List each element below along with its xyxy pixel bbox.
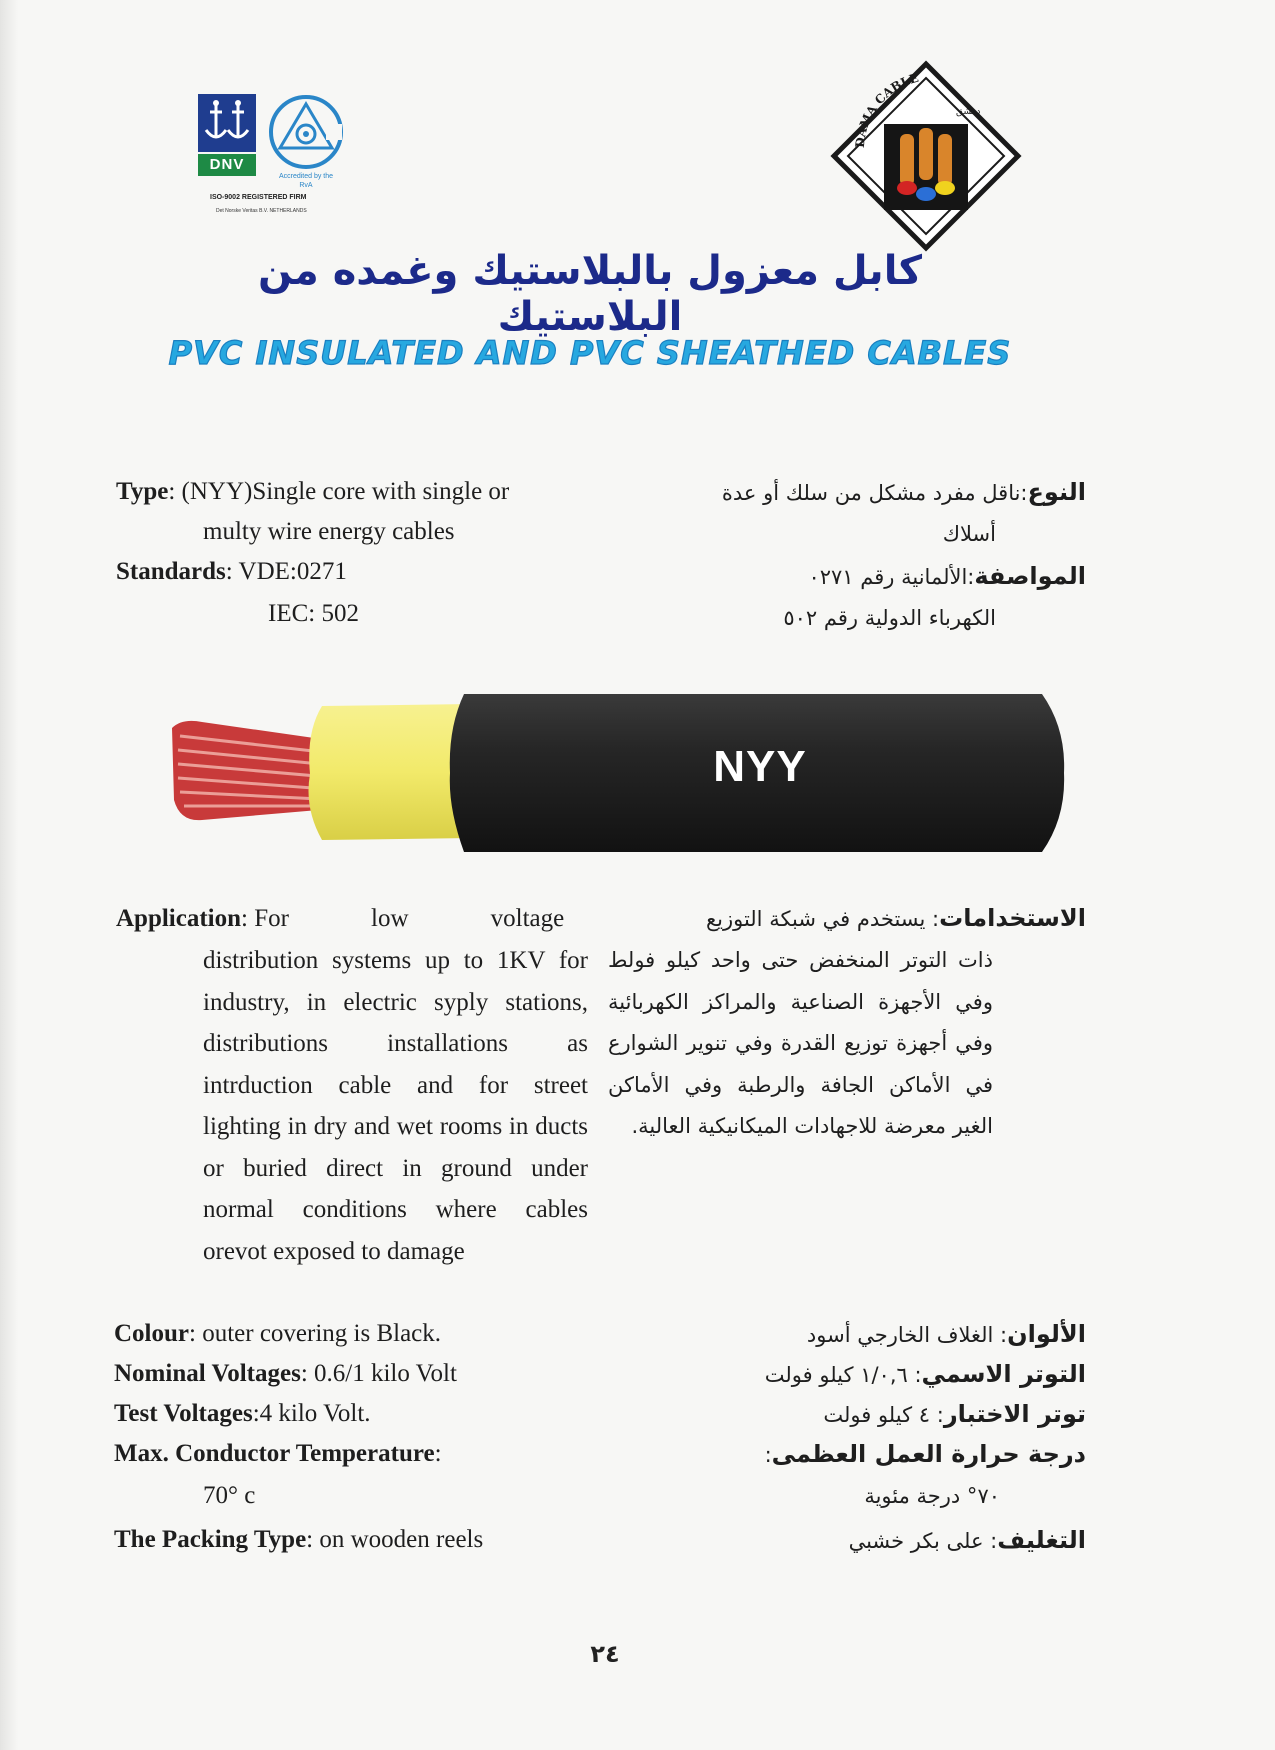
page-number: ٢٤: [590, 1640, 620, 1668]
ar-nominal-voltage-value: : ١/٠,٦ كيلو فولت: [764, 1363, 922, 1387]
ar-application-label: الاستخدامات: [939, 904, 1086, 932]
nominal-voltage-row: [114, 1354, 614, 1394]
max-temperature-colon: :: [434, 1440, 442, 1467]
max-temperature-label: Max. Conductor Temperature: [114, 1440, 435, 1467]
nominal-voltage-value: : 0.6/1 kilo Volt: [300, 1360, 457, 1387]
type-label: Type: [116, 478, 169, 505]
nominal-voltage-label: Nominal Voltages: [114, 1360, 301, 1387]
ar-max-temperature-row: [600, 1434, 1086, 1475]
ar-colour-label: الألوان: [1007, 1320, 1086, 1348]
ar-standards-label: المواصفة: [974, 562, 1086, 590]
dnv-caption: Det Norske Veritas B.V. NETHERLANDS: [216, 208, 307, 214]
cable-type-label: NYY: [713, 742, 807, 791]
dama-cable-logo: [826, 56, 1026, 256]
ar-max-temperature-label: درجة حرارة العمل العظمى: [771, 1440, 1086, 1468]
colour-label: Colour: [114, 1320, 189, 1347]
title-arabic: كابل معزول بالبلاستيك وغمده من البلاستيك: [258, 248, 922, 340]
ar-type-value: :ناقل مفرد مشكل من سلك أو عدة: [721, 481, 1028, 505]
test-voltage-label: Test Voltages: [114, 1400, 253, 1427]
type-value: (NYY)Single core with single or: [181, 478, 510, 505]
yellow-insulation: [309, 704, 473, 840]
colour-value: : outer covering is Black.: [189, 1320, 442, 1347]
packing-type-row: [114, 1520, 614, 1560]
cable-cores-icon: [897, 128, 955, 201]
application-lead: For low voltage: [254, 905, 565, 932]
ar-colour-row: [600, 1314, 1086, 1355]
dama-arabic-text: [826, 56, 831, 58]
test-voltage-row: [114, 1394, 614, 1434]
standards-value: VDE:0271: [238, 558, 347, 585]
test-voltage-value: :4 kilo Volt.: [252, 1400, 371, 1427]
ar-type-value-line2: أسلاك: [942, 522, 996, 546]
colour-row: [114, 1314, 614, 1354]
application-label: Application: [116, 905, 242, 932]
packing-type-value: : on wooden reels: [306, 1526, 484, 1553]
dnv-anchor-icon: [198, 94, 256, 152]
dama-name-text: DAMA CABLE: [852, 70, 921, 149]
ar-application-body: ذات التوتر المنخفض حتى واحد كيلو فولط وفي الأجهزة الصناعية والمراكز الكهربائية وفي أجهزة توزيع القدرة وفي تنوير الشوارع في الأماكن الجافة والرطبة وفي الأماكن الغير معرضة للاجهادات الميكانيكية العالية.: [608, 948, 993, 1138]
title-english: PVC INSULATED AND PVC SHEATHED CABLES: [168, 334, 1012, 372]
ar-standards-value-line2: الكهرباء الدولية رقم ٥٠٢: [783, 606, 996, 630]
standards-row: Standards: VDE:0271: [116, 558, 347, 585]
nyy-cable-illustration: [172, 688, 1072, 858]
ar-standards-row: [600, 556, 1086, 597]
ar-test-voltage-label: توتر الاختبار: [943, 1400, 1086, 1428]
ar-nominal-voltage-label: التوتر الاسمي: [921, 1360, 1086, 1388]
ar-application-row: [600, 898, 1086, 941]
standards-label: Standards: [116, 558, 226, 585]
ar-packing-type-label: التغليف: [997, 1526, 1086, 1554]
rva-accreditation-icon: [266, 92, 346, 177]
ar-nominal-voltage-row: [600, 1354, 1086, 1395]
type-row: Type: (NYY)Single core with single or: [116, 478, 510, 505]
dama-city-text: دمشق: [956, 107, 981, 117]
svg-text:الشركة العامة لصناعة الكابلات: [826, 56, 831, 58]
iso-caption: ISO-9002 REGISTERED FIRM: [210, 194, 307, 201]
max-temperature-value: 70° c: [203, 1482, 256, 1509]
ar-test-voltage-row: [600, 1394, 1086, 1435]
ar-packing-type-value: : على بكر خشبي: [848, 1529, 998, 1553]
ar-max-temperature-value: ٧٠° درجة مئوية: [864, 1484, 1000, 1508]
ar-packing-type-row: [600, 1520, 1086, 1561]
type-value-line2: multy wire energy cables: [203, 518, 455, 545]
ar-colour-value: : الغلاف الخارجي أسود: [806, 1323, 1008, 1347]
ar-application-lead: : يستخدم في شبكة التوزيع: [705, 907, 940, 931]
ar-type-label: النوع: [1027, 478, 1086, 506]
ar-max-temperature-colon: :: [764, 1443, 772, 1467]
ar-type-row: [600, 472, 1086, 513]
max-temperature-row: [114, 1434, 614, 1474]
rva-caption: Accredited by the RvA: [278, 173, 334, 189]
ar-standards-value: :الألمانية رقم ٠٢٧١: [808, 565, 975, 589]
dnv-wordmark: DNV: [198, 154, 256, 176]
application-row: Application: For low voltage: [116, 898, 596, 940]
standards-value-line2: IEC: 502: [268, 600, 359, 627]
ar-test-voltage-value: : ٤ كيلو فولت: [823, 1403, 944, 1427]
application-body: distribution systems up to 1KV for industry, in electric syply stations, distributions installations as intrduction cable and for street lighting in dry and wet rooms in ducts or buried direct in ground under normal conditions where cables orevot exposed to damage: [203, 947, 588, 1265]
page-spine-shadow: [0, 0, 18, 1750]
packing-type-label: The Packing Type: [114, 1526, 307, 1553]
dnv-certification-logo: [196, 92, 336, 222]
